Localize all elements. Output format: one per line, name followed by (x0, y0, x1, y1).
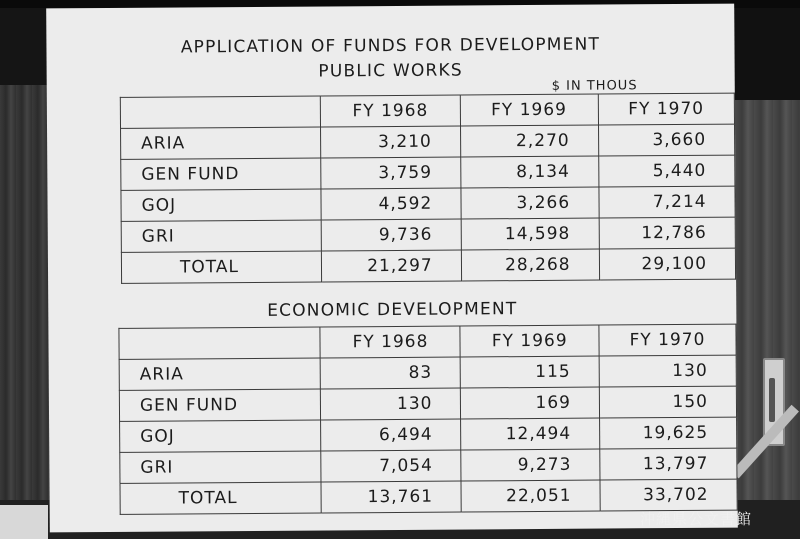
total-cell: 21,297 (322, 250, 462, 282)
total-cell: 22,051 (461, 480, 600, 512)
table-cell: 13,797 (600, 448, 737, 480)
total-cell: 13,761 (321, 481, 461, 513)
header-cell: FY 1969 (460, 94, 598, 126)
row-label: GRI (121, 220, 322, 252)
row-label: GOJ (121, 189, 322, 221)
table-cell: 150 (599, 386, 736, 418)
row-label: GEN FUND (119, 389, 321, 421)
header-cell: FY 1968 (321, 95, 461, 127)
table-header-row (120, 93, 734, 128)
table-cell: 7,214 (599, 186, 736, 218)
row-label: ARIA (121, 127, 322, 159)
row-label: ARIA (119, 358, 321, 390)
table-cell: 3,759 (321, 157, 461, 189)
table-cell: 7,054 (321, 450, 461, 482)
units-label: $ IN THOUS (551, 78, 638, 94)
row-label: GEN FUND (121, 158, 322, 190)
table-cell: 130 (321, 388, 461, 420)
table-cell: 12,786 (599, 217, 736, 249)
background-wall-right (735, 8, 800, 100)
public-works-table (120, 93, 736, 284)
table-row (119, 386, 736, 421)
table-row (121, 217, 735, 252)
table-cell: 169 (461, 387, 600, 419)
table-row (121, 155, 735, 190)
table-row (121, 124, 735, 159)
row-label: GRI (120, 451, 322, 483)
total-cell: 28,268 (461, 249, 599, 281)
wood-panel-left (0, 85, 50, 515)
background-wall-left (0, 8, 50, 85)
table-row (121, 186, 735, 221)
total-row (121, 248, 735, 283)
floor-light-patch (0, 505, 48, 539)
total-cell: 29,100 (599, 248, 736, 280)
table-cell: 3,266 (461, 187, 599, 219)
total-label: TOTAL (121, 251, 322, 283)
table-row (120, 417, 737, 452)
table-cell: 6,494 (321, 419, 461, 451)
table-cell: 14,598 (461, 218, 599, 250)
table-cell: 12,494 (461, 418, 600, 450)
total-cell: 33,702 (600, 479, 737, 511)
table-cell: 115 (461, 356, 600, 388)
poster-title: APPLICATION OF FUNDS FOR DEVELOPMENT (180, 34, 601, 58)
header-cell-blank (120, 96, 321, 128)
section-title-economic-development: ECONOMIC DEVELOPMENT (267, 299, 518, 321)
table-row (119, 355, 736, 390)
table-cell: 19,625 (600, 417, 737, 449)
table-cell: 8,134 (460, 156, 598, 188)
table-cell: 3,210 (321, 126, 461, 158)
header-cell-blank (119, 327, 321, 359)
table-row (120, 448, 737, 483)
header-cell: FY 1970 (599, 324, 736, 356)
table-cell: 9,736 (321, 219, 461, 251)
table-cell: 130 (599, 355, 736, 387)
section-title-public-works: PUBLIC WORKS (318, 60, 463, 82)
table-cell: 5,440 (598, 155, 735, 187)
table-header-row (119, 324, 736, 359)
table-cell: 2,270 (460, 125, 598, 157)
header-cell: FY 1970 (598, 93, 735, 125)
table-cell: 3,660 (598, 124, 735, 156)
economic-development-table (118, 324, 737, 515)
total-label: TOTAL (120, 482, 322, 514)
header-cell: FY 1968 (320, 326, 460, 358)
header-cell: FY 1969 (460, 325, 599, 357)
poster-board (46, 4, 738, 533)
row-label: GOJ (120, 420, 322, 452)
table-cell: 4,592 (321, 188, 461, 220)
archive-watermark: 沖縄県公文書館 (640, 510, 753, 528)
table-cell: 9,273 (461, 449, 600, 481)
table-cell: 83 (321, 357, 461, 389)
